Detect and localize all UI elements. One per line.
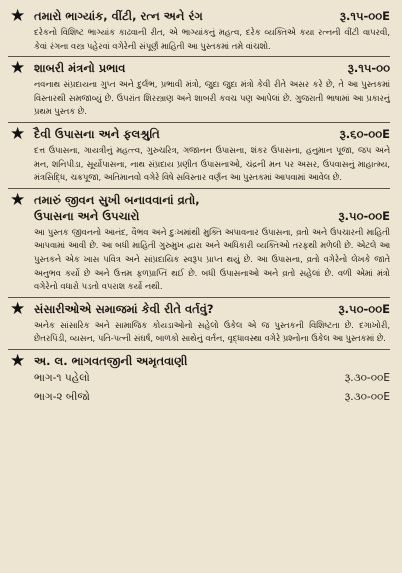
- book-title: તમારો ભાગ્યાંક, વીંટી, રત્ન અને રંગ: [34, 9, 203, 23]
- book-description: અનેક સાંસારિક અને સામાજિક કોયડાઓનો સહેલો ઉકેલ એ જ પુસ્તકની વિશિષ્ટતા છે. દગાખોરી, છેતરપિંડી, વ્યસન, પતિ-પત્ની સંઘર્ષ, બાળકો સાથેનું વર્તન, વૃદ્ધાવસ્થા વગેરે પ્રશ્નોના ઉકેલ આ પુસ્તકમાં છે.: [34, 319, 390, 344]
- book-price: રૂ.૫૦-૦૦E: [338, 208, 390, 223]
- book-part-price: રૂ.૩૦-૦૦E: [344, 390, 390, 403]
- book-description: નવનાથ સંપ્રદાયના ગુપ્ત અને દુર્લભ, પ્રભાવી મંત્રો, જુદા જુદા મંત્રો કેવી રીતે અસર કરે છે, તે આ પુસ્તકમાં વિસ્તારથી સમજાવ્યું છે. ઉપરાંત શિરસ્ત્રાણ અને શાબરી કવચ પણ આપેલાં છે. ગુજરાતી ભાષામાં આ પ્રકારનું પ્રથમ પુસ્તક છે.: [34, 79, 390, 117]
- book-price: રૂ.૧૫-૦૦: [347, 61, 390, 76]
- book-description: આ પુસ્તક જીવનનો આનંદ, વૈભવ અને દુઃખમાંથી મુક્તિ અપાવનાર ઉપાસના, વ્રતો અને ઉપચારની માહિતી આપવામાં આવી છે. આ બધી માહિતી ગુરુમુખ દ્વારા અને અધિકારી વ્યક્તિઓ તરફથી મળેલી છે. એટલે આ પુસ્તકને એક ખાસ પવિત્ર અને સાંપ્રદાયિક સ્વરૂપ પ્રાપ્ત થયું છે. આ ઉપાસના, વ્રતો વગેરેનો લેખકે જાતે અનુભવ કર્યો છે અને ઉત્તમ ફળપ્રાપ્તિ થઈ છે. બધી ઉપાસનાઓ અને વ્રતો સહેલાં છે. વળી એમાં મંત્રો વગેરેનો વધારો પડતો વપરાશ કર્યો નથી.: [34, 226, 390, 292]
- book-part-row: [34, 369, 390, 388]
- book-title: શાબરી મંત્રનો પ્રભાવ: [34, 61, 126, 76]
- star-icon: ★: [10, 58, 26, 79]
- book-part-row: [34, 388, 390, 407]
- book-price: રૂ.૫૦-૦૦E: [338, 301, 390, 316]
- book-title: દૈવી ઉપાસના અને ફલશ્રુતિ: [34, 126, 160, 141]
- star-icon: ★: [10, 6, 26, 26]
- book-price: રૂ.૬૦-૦૦E: [339, 126, 390, 141]
- book-description: દત્ત ઉપાસના, ગાયત્રીનું મહત્ત્વ, ગુરુચરિત્ર, ગજાનન ઉપાસના, શંકર ઉપાસના, હનુમાન પૂજા, જપ અને મન, શનિપીડા, સૂર્યોપાસના, નાથ સંપ્રદાય પ્રણીત ઉપાસનાઓ, ચંદ્રની મન પર અસર, ઉપવાસનું માહાત્મ્ય, મંત્રસિદ્ધિ, ચક્રપૂજા, અતિમાનવો વગેરે વિષે સવિસ્તાર વર્ણન આ પુસ્તકમાં આપવામાં આવેલ છે.: [34, 144, 390, 183]
- star-icon: ★: [10, 189, 26, 210]
- book-entry-6: [8, 350, 390, 407]
- divider: [8, 297, 390, 298]
- star-icon: ★: [10, 350, 26, 371]
- divider: [8, 188, 390, 189]
- divider: [8, 56, 390, 57]
- book-title: તમારું જીવન સુખી બનાવવાનાં વ્રતો,: [34, 192, 200, 207]
- book-title-line2: ઉપાસના અને ઉપચારો: [34, 208, 140, 223]
- book-price: રૂ.૧૫-૦૦E: [339, 9, 390, 23]
- star-icon: ★: [10, 123, 26, 144]
- star-icon: ★: [10, 298, 26, 319]
- book-part-label: ભાગ-૨ બીજો: [34, 390, 90, 403]
- divider: [8, 122, 390, 123]
- book-entry-3: [8, 123, 390, 185]
- book-entry-4: [8, 189, 390, 294]
- book-part-price: રૂ.૩૦-૦૦E: [344, 371, 390, 384]
- divider: [8, 349, 390, 350]
- book-entry-5: [8, 298, 390, 346]
- book-description: દરેકનો વિશિષ્ટ ભાગ્યાંક કાઢવાની રીત, એ ભાગ્યાંકનું મહત્વ, દરેક વ્યક્તિએ કયા રત્નની વીંટી વાપરવી, કેવાં રંગના વસ્ત્ર પહેરવાં વગેરેની સંપૂર્ણ માહિતી આ પુસ્તકમાં તમે વાંચશો.: [34, 27, 390, 51]
- book-title: અ. લ. ભાગવતજીની અમૃતવાણી: [34, 353, 188, 368]
- book-entry-2: [8, 60, 390, 119]
- book-part-label: ભાગ-૧ પહેલો: [34, 371, 90, 384]
- book-title: સંસારીઓએ સમાજમાં કેવી રીતે વર્તવું?: [34, 301, 214, 316]
- book-entry-1: [8, 8, 390, 53]
